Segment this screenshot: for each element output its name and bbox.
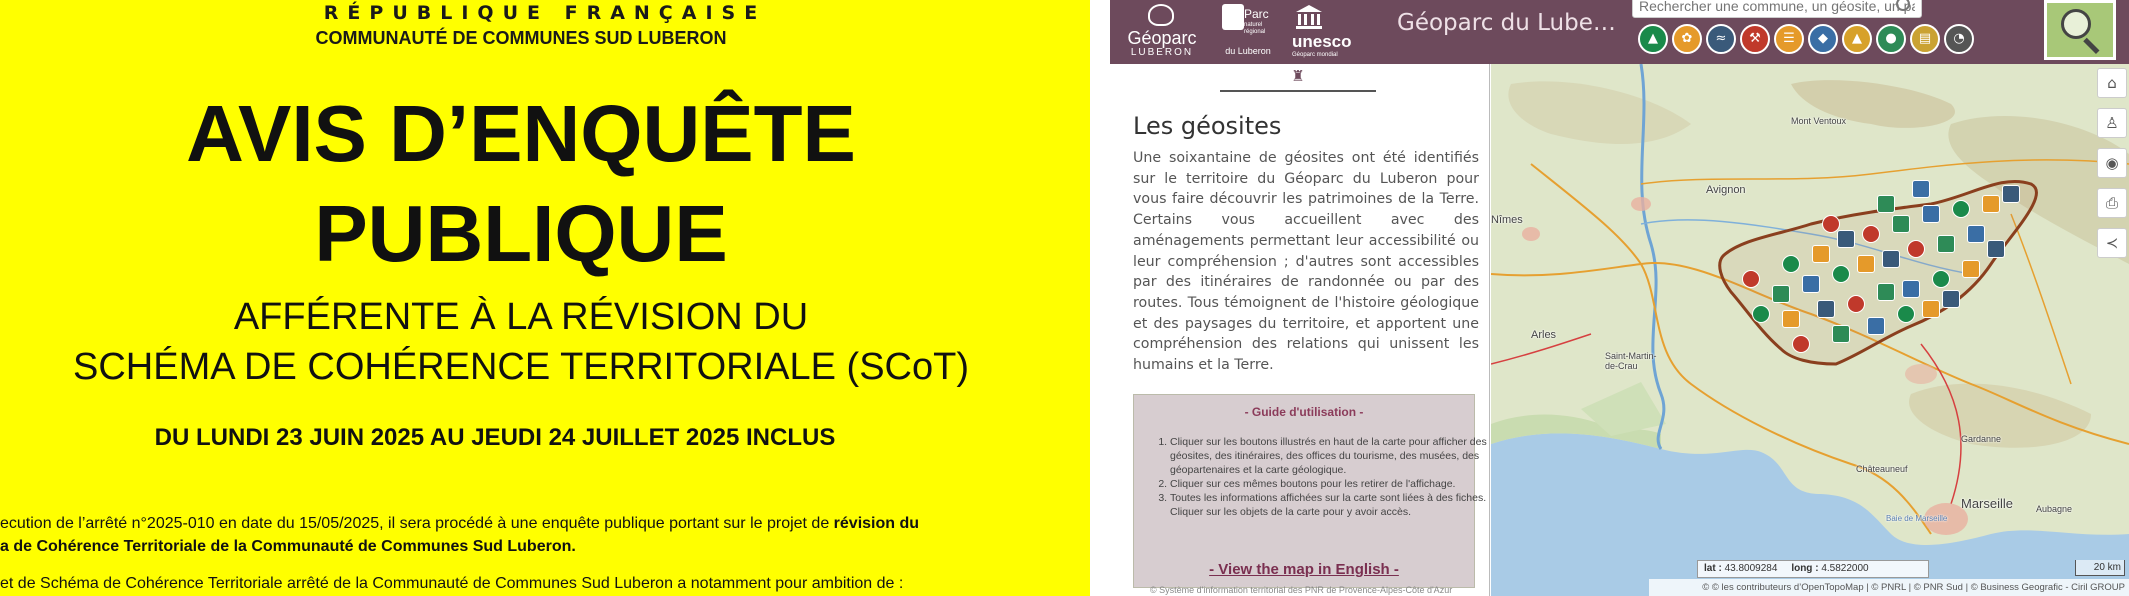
notice-subtitle-line2: SCHÉMA DE COHÉRENCE TERRITORIALE (SCoT) — [73, 346, 969, 388]
guide-item: 1. Cliquer sur les boutons illustrés en haut de la carte pour afficher des géosites, des itinéraires, des offices du tourisme, des musées, des géopartenaires et la carte géologique. — [1170, 435, 1488, 477]
long-label: long : — [1791, 563, 1819, 574]
info-panel — [1110, 64, 1490, 596]
notice-paragraph-1-text: ecution de l’arrêté n°2025-010 en date du 15/05/2025, il sera procédé à une enquête publique portant sur le projet de — [0, 515, 834, 532]
parc-luberon-logo[interactable] — [1220, 2, 1276, 62]
geosite-marker-icon[interactable] — [1987, 240, 2005, 258]
notice-dates: DU LUNDI 23 JUIN 2025 AU JEUDI 24 JUILLET 2025 INCLUS — [154, 424, 836, 451]
geosite-marker-icon[interactable] — [1742, 270, 1760, 288]
republique-header: RÉPUBLIQUE FRANÇAISE — [323, 2, 767, 24]
geosite-marker-icon[interactable] — [1892, 215, 1910, 233]
geosite-marker-icon[interactable] — [1902, 280, 1920, 298]
geosite-marker-icon[interactable] — [1962, 260, 1980, 278]
geosite-marker-icon[interactable] — [1867, 317, 1885, 335]
geosite-marker-icon[interactable] — [1782, 310, 1800, 328]
panel-footer: © Système d'information territorial des PNR de Provence-Alpes-Côte d'Azur — [1150, 585, 1453, 595]
map-attribution: © © les contributeurs d’OpenTopoMap | © PNRL | © PNR Sud | © Business Geografic - Ciril GROUP — [1649, 579, 2129, 596]
parc-logo-name: du Luberon — [1225, 46, 1271, 56]
poi-icon[interactable]: ● — [1876, 24, 1906, 54]
notice-paragraph-1 — [0, 515, 1090, 533]
geosite-marker-icon[interactable] — [1862, 225, 1880, 243]
geosite-marker-icon[interactable] — [1937, 235, 1955, 253]
parc-house-icon — [1222, 4, 1244, 30]
parc-logo-text: Parc — [1244, 7, 1269, 21]
geosite-marker-icon[interactable] — [1772, 285, 1790, 303]
guide-item: 2. Cliquer sur ces mêmes boutons pour les retirer de l'affichage. — [1170, 477, 1488, 491]
place-label: Gardanne — [1961, 434, 2002, 444]
unesco-logo-text: unesco — [1292, 32, 1352, 51]
geosite-marker-icon[interactable] — [1832, 265, 1850, 283]
app-title: Géoparc du Lube… — [1397, 10, 1616, 36]
geosite-marker-icon[interactable] — [1782, 255, 1800, 273]
geosite-marker-icon[interactable] — [1792, 335, 1810, 353]
coordinates-readout — [1697, 560, 1929, 578]
panel-heading: Les géosites — [1133, 112, 1282, 140]
place-label: Arles — [1531, 329, 1557, 341]
topo-map-background[interactable] — [1491, 64, 2129, 596]
geosite-tab-icon[interactable]: ♜ — [1291, 67, 1305, 85]
geosite-marker-icon[interactable] — [1817, 300, 1835, 318]
place-label: Avignon — [1706, 184, 1746, 196]
geosite-marker-icon[interactable] — [1877, 195, 1895, 213]
itinerary-icon[interactable]: ✿ — [1672, 24, 1702, 54]
geosite-marker-icon[interactable] — [1907, 240, 1925, 258]
geoparc-logo-subtext: LUBERON — [1130, 47, 1194, 58]
map-toolbar — [2093, 64, 2129, 314]
location-icon[interactable]: ◉ — [2097, 148, 2127, 178]
geosite-marker-icon[interactable] — [1967, 225, 1985, 243]
geosite-marker-icon[interactable] — [1932, 270, 1950, 288]
hiking-icon[interactable]: ▲ — [1842, 24, 1872, 54]
share-icon[interactable]: ≺ — [2097, 228, 2127, 258]
map-scale: 20 km — [2075, 560, 2125, 576]
museum-icon[interactable]: ☰ — [1774, 24, 1804, 54]
notice-title-line2: PUBLIQUE — [314, 189, 728, 278]
geosite-marker-icon[interactable] — [2002, 185, 2020, 203]
notice-paragraph-1-bold: révision du — [833, 515, 920, 532]
geology-map-icon[interactable]: ▤ — [1910, 24, 1940, 54]
geoparc-logo-text: Géoparc — [1127, 28, 1197, 48]
geoparc-logo[interactable] — [1122, 4, 1202, 60]
geosite-marker-icon[interactable] — [1897, 305, 1915, 323]
geosite-marker-icon[interactable] — [1922, 205, 1940, 223]
place-label: Mont Ventoux — [1791, 116, 1847, 126]
route-icon[interactable]: ≈ — [1706, 24, 1736, 54]
place-label: Nîmes — [1491, 214, 1523, 226]
guide-title: - Guide d'utilisation - — [1244, 405, 1364, 419]
geosite-marker-icon[interactable] — [1882, 250, 1900, 268]
geosite-marker-icon[interactable] — [1802, 275, 1820, 293]
geosite-marker-icon[interactable] — [1952, 200, 1970, 218]
geosite-marker-icon[interactable] — [1982, 195, 2000, 213]
unesco-logo-subtext: Géoparc mondial — [1292, 52, 1338, 58]
geosite-marker-icon[interactable] — [1752, 305, 1770, 323]
geosite-marker-icon[interactable] — [1822, 215, 1840, 233]
magnifier-icon — [2061, 9, 2091, 39]
place-label: Aubagne — [2036, 504, 2073, 514]
panel-tab-indicator — [1220, 90, 1376, 92]
app-header — [1110, 0, 2129, 64]
geosite-marker-icon[interactable] — [1922, 300, 1940, 318]
place-label: Châteauneuf — [1856, 464, 1908, 474]
geosite-marker-icon[interactable] — [1837, 230, 1855, 248]
communaute-header: COMMUNAUTÉ DE COMMUNES SUD LUBERON — [315, 28, 727, 48]
geosite-marker-icon[interactable] — [1812, 245, 1830, 263]
geosite-icon[interactable]: ▲ — [1638, 24, 1668, 54]
user-guide-box — [1133, 394, 1487, 588]
panel-tab-bar — [1120, 64, 1476, 92]
notice-title-line1: AVIS D’ENQUÊTE — [186, 89, 856, 178]
geosite-marker-icon[interactable] — [1912, 180, 1930, 198]
guide-item: 3. Toutes les informations affichées sur la carte sont liées à des fiches. Cliquer sur les objets de la carte pour y avoir accès. — [1170, 491, 1488, 519]
print-icon[interactable]: ⎙ — [2097, 188, 2127, 218]
notice-paragraph-2: et de Schéma de Cohérence Territoriale arrêté de la Communauté de Communes Sud Luberon a notamment pour ambition de : — [0, 575, 904, 592]
place-label: Baie de Marseille — [1886, 514, 1948, 523]
geosite-marker-icon[interactable] — [1847, 295, 1865, 313]
map-thumbnail-search-button[interactable] — [2044, 0, 2116, 60]
geoparc-mark-icon — [1148, 4, 1174, 26]
geoparc-app — [1110, 0, 2129, 596]
unesco-temple-icon — [1294, 4, 1324, 30]
lat-label: lat : — [1704, 563, 1722, 574]
geosite-marker-icon[interactable] — [1832, 325, 1850, 343]
home-icon[interactable]: ⌂ — [2097, 68, 2127, 98]
geosite-marker-icon[interactable] — [1877, 283, 1895, 301]
english-map-link[interactable]: - View the map in English - — [1209, 561, 1399, 578]
magnifier-handle-icon — [2083, 38, 2099, 54]
clock-icon[interactable]: ◔ — [1944, 24, 1974, 54]
notice-subtitle-line1: AFFÉRENTE À LA RÉVISION DU — [233, 296, 809, 338]
geosite-marker-icon[interactable] — [1857, 255, 1875, 273]
panel-intro: Une soixantaine de géosites ont été identifiés sur le territoire du Géoparc du Luberon pour vous faire découvrir les patrimoines de la Terre. Certains vous accueillent avec des aménagements permettant leur accessibilité ou leur compréhension ; d'autres sont accessibles par des itinéraires de randonnée ou par des routes. Tous témoignent de l'histoire géologique et des paysages du territoire, et apportent une compréhension des relations qui unissent les humains et la Terre. — [1133, 150, 1479, 374]
partner-icon[interactable]: ◆ — [1808, 24, 1838, 54]
tourism-office-icon[interactable]: ⚒ — [1740, 24, 1770, 54]
place-label: Marseille — [1961, 496, 2014, 511]
lat-value: 43.8009284 — [1724, 563, 1778, 574]
notice-paragraph-1-line2: a de Cohérence Territoriale de la Communauté de Communes Sud Luberon. — [0, 538, 576, 555]
person-icon[interactable]: ♙ — [2097, 108, 2127, 138]
map-view[interactable] — [1491, 64, 2129, 596]
unesco-logo[interactable] — [1292, 4, 1370, 60]
parc-logo-subtext: naturel régional — [1244, 22, 1266, 35]
search-input[interactable] — [1632, 0, 1922, 18]
place-label: Saint-Martin-de-Crau — [1605, 351, 1657, 371]
guide-list — [1148, 435, 1488, 519]
geosite-marker-icon[interactable] — [1942, 290, 1960, 308]
long-value: 4.5822000 — [1821, 563, 1869, 574]
